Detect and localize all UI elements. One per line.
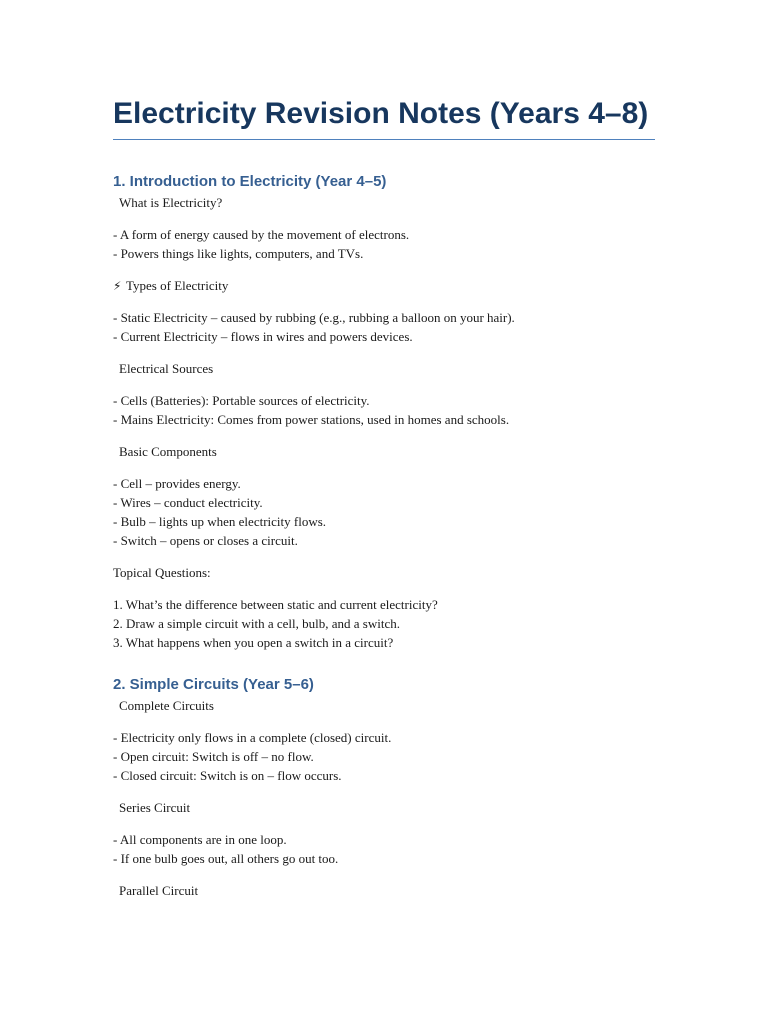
text-line: - Cells (Batteries): Portable sources of electricity. bbox=[113, 393, 370, 408]
section-heading-simple-circuits: 2. Simple Circuits (Year 5–6) bbox=[113, 676, 314, 693]
text-line: - If one bulb goes out, all others go out too. bbox=[113, 851, 339, 866]
lightning-bolt-icon: ⚡ bbox=[113, 279, 122, 293]
text-line: - Cell – provides energy. bbox=[113, 476, 241, 491]
text-line: - Electricity only flows in a complete (closed) circuit. bbox=[113, 730, 392, 745]
section-heading-introduction: 1. Introduction to Electricity (Year 4–5) bbox=[113, 173, 387, 190]
subheading-complete-circuits: Complete Circuits bbox=[119, 698, 214, 713]
text-line: - All components are in one loop. bbox=[113, 832, 287, 847]
subheading-label: Types of Electricity bbox=[126, 278, 229, 293]
subheading-what-is-electricity: What is Electricity? bbox=[119, 195, 223, 210]
text-line: - Mains Electricity: Comes from power stations, used in homes and schools. bbox=[113, 412, 510, 427]
subheading-series-circuit: Series Circuit bbox=[119, 800, 191, 815]
text-line: - Wires – conduct electricity. bbox=[113, 495, 263, 510]
subheading-parallel-circuit: Parallel Circuit bbox=[119, 883, 199, 898]
text-line: - Static Electricity – caused by rubbing (e.g., rubbing a balloon on your hair). bbox=[113, 310, 515, 325]
text-line: - Current Electricity – flows in wires and powers devices. bbox=[113, 329, 413, 344]
text-line: - Powers things like lights, computers, and TVs. bbox=[113, 246, 364, 261]
question-item: 1. What’s the difference between static and current electricity? bbox=[113, 597, 438, 612]
topical-questions-label: Topical Questions: bbox=[113, 565, 211, 580]
document-page bbox=[113, 92, 655, 900]
subheading-types-of-electricity bbox=[113, 276, 655, 295]
question-item: 3. What happens when you open a switch in a circuit? bbox=[113, 635, 394, 650]
document-title: Electricity Revision Notes (Years 4–8) bbox=[113, 97, 649, 130]
question-item: 2. Draw a simple circuit with a cell, bulb, and a switch. bbox=[113, 616, 401, 631]
subheading-basic-components: Basic Components bbox=[119, 444, 217, 459]
text-line: - A form of energy caused by the movement of electrons. bbox=[113, 227, 410, 242]
text-line: - Open circuit: Switch is off – no flow. bbox=[113, 749, 314, 764]
text-line: - Switch – opens or closes a circuit. bbox=[113, 533, 298, 548]
text-line: - Bulb – lights up when electricity flows. bbox=[113, 514, 327, 529]
subheading-electrical-sources: Electrical Sources bbox=[119, 361, 214, 376]
text-line: - Closed circuit: Switch is on – flow occurs. bbox=[113, 768, 342, 783]
